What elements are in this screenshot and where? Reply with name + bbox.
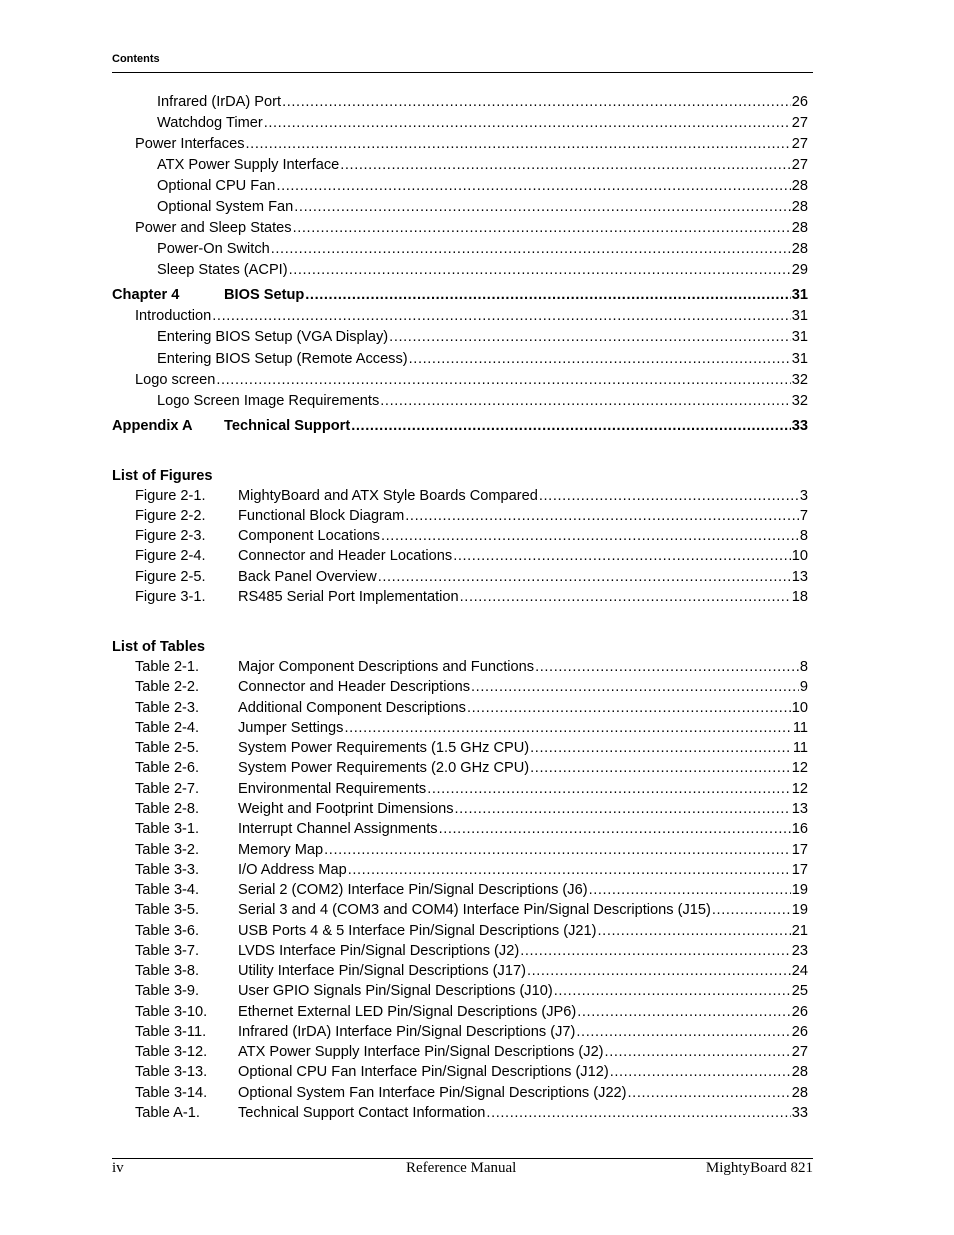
table-list-entry[interactable] bbox=[135, 1062, 808, 1082]
entry-label: Table 3-1. bbox=[135, 821, 200, 837]
dot-leader bbox=[535, 657, 799, 677]
dot-leader bbox=[264, 113, 791, 133]
entry-title: Optional System Fan bbox=[157, 199, 294, 215]
entry-title: Technical Support bbox=[224, 418, 351, 434]
figure-list-entry[interactable] bbox=[135, 587, 808, 607]
entry-label: Table 3-8. bbox=[135, 963, 200, 979]
dot-leader bbox=[305, 285, 790, 305]
toc-chapter-entry[interactable] bbox=[112, 416, 808, 436]
table-list-entry[interactable] bbox=[135, 880, 808, 900]
table-list-entry[interactable] bbox=[135, 677, 808, 697]
entry-label: Table 3-2. bbox=[135, 842, 200, 858]
entry-label: Table 3-12. bbox=[135, 1044, 208, 1060]
footer-page-number: iv bbox=[112, 1160, 124, 1176]
dot-leader bbox=[282, 92, 791, 112]
dot-leader bbox=[467, 698, 791, 718]
entry-label: Table 3-4. bbox=[135, 882, 200, 898]
table-list-entry[interactable] bbox=[135, 799, 808, 819]
entry-title: ATX Power Supply Interface Pin/Signal Descriptions (J2) bbox=[238, 1044, 604, 1060]
entry-title: Infrared (IrDA) Interface Pin/Signal Descriptions (J7) bbox=[238, 1024, 576, 1040]
dot-leader bbox=[216, 370, 790, 390]
entry-page-number: 8 bbox=[799, 528, 808, 544]
entry-page-number: 24 bbox=[791, 963, 808, 979]
table-list-entry[interactable] bbox=[135, 1002, 808, 1022]
entry-title: Utility Interface Pin/Signal Descriptions (J17) bbox=[238, 963, 526, 979]
entry-label: Table 3-14. bbox=[135, 1085, 208, 1101]
dot-leader bbox=[427, 779, 791, 799]
entry-title: Interrupt Channel Assignments bbox=[238, 821, 438, 837]
toc-section-entry[interactable] bbox=[157, 239, 808, 259]
dot-leader bbox=[589, 880, 791, 900]
entry-label: Figure 2-3. bbox=[135, 528, 206, 544]
entry-page-number: 13 bbox=[791, 569, 808, 585]
toc-section-entry[interactable] bbox=[157, 176, 808, 196]
entry-page-number: 27 bbox=[791, 157, 808, 173]
table-list-entry[interactable] bbox=[135, 819, 808, 839]
dot-leader bbox=[276, 176, 790, 196]
figure-list-entry[interactable] bbox=[135, 486, 808, 506]
table-list-entry[interactable] bbox=[135, 1022, 808, 1042]
dot-leader bbox=[605, 1042, 791, 1062]
footer-document-title: Reference Manual bbox=[406, 1160, 517, 1176]
entry-page-number: 19 bbox=[791, 902, 808, 918]
table-list-entry[interactable] bbox=[135, 718, 808, 738]
footer-product-name: MightyBoard 821 bbox=[705, 1160, 813, 1176]
entry-title: Sleep States (ACPI) bbox=[157, 262, 288, 278]
entry-page-number: 13 bbox=[791, 801, 808, 817]
entry-title: Jumper Settings bbox=[238, 720, 344, 736]
entry-title: Component Locations bbox=[238, 528, 380, 544]
table-list-entry[interactable] bbox=[135, 840, 808, 860]
table-list-entry[interactable] bbox=[135, 921, 808, 941]
entry-page-number: 28 bbox=[791, 178, 808, 194]
table-list-entry[interactable] bbox=[135, 1083, 808, 1103]
entry-page-number: 28 bbox=[791, 1064, 808, 1080]
entry-label: Table 3-11. bbox=[135, 1024, 207, 1040]
entry-page-number: 18 bbox=[791, 589, 808, 605]
dot-leader bbox=[598, 921, 791, 941]
entry-title: Entering BIOS Setup (Remote Access) bbox=[157, 351, 408, 367]
dot-leader bbox=[712, 900, 791, 920]
dot-leader bbox=[294, 197, 790, 217]
toc-section-entry[interactable] bbox=[135, 134, 808, 154]
dot-leader bbox=[576, 1022, 790, 1042]
entry-label: Chapter 4 bbox=[112, 287, 180, 303]
entry-label: Table 2-8. bbox=[135, 801, 200, 817]
entry-page-number: 28 bbox=[791, 199, 808, 215]
dot-leader bbox=[271, 239, 791, 259]
table-list-entry[interactable] bbox=[135, 779, 808, 799]
figure-list-entry[interactable] bbox=[135, 506, 808, 526]
dot-leader bbox=[378, 567, 791, 587]
entry-page-number: 16 bbox=[791, 821, 808, 837]
entry-title: Infrared (IrDA) Port bbox=[157, 94, 282, 110]
entry-page-number: 31 bbox=[791, 351, 808, 367]
dot-leader bbox=[389, 327, 791, 347]
entry-page-number: 26 bbox=[791, 1004, 808, 1020]
figure-list-entry[interactable] bbox=[135, 546, 808, 566]
toc-section-entry[interactable] bbox=[157, 92, 808, 112]
entry-title: LVDS Interface Pin/Signal Descriptions (J2) bbox=[238, 943, 520, 959]
entry-label: Table 3-10. bbox=[135, 1004, 208, 1020]
table-list-entry[interactable] bbox=[135, 900, 808, 920]
entry-page-number: 28 bbox=[791, 241, 808, 257]
toc-section-entry[interactable] bbox=[157, 391, 808, 411]
dot-leader bbox=[455, 799, 791, 819]
entry-page-number: 12 bbox=[791, 781, 808, 797]
entry-page-number: 9 bbox=[799, 679, 808, 695]
toc-section-entry[interactable] bbox=[157, 327, 808, 347]
entry-label: Table 3-13. bbox=[135, 1064, 208, 1080]
entry-page-number: 33 bbox=[791, 418, 808, 434]
entry-title: Optional CPU Fan bbox=[157, 178, 276, 194]
entry-label: Figure 2-1. bbox=[135, 488, 206, 504]
entry-label: Table 2-7. bbox=[135, 781, 200, 797]
entry-title: Optional System Fan Interface Pin/Signal Descriptions (J22) bbox=[238, 1085, 627, 1101]
entry-label: Appendix A bbox=[112, 418, 193, 434]
entry-title: Ethernet External LED Pin/Signal Descriptions (JP6) bbox=[238, 1004, 577, 1020]
entry-title: BIOS Setup bbox=[224, 287, 305, 303]
entry-page-number: 7 bbox=[799, 508, 808, 524]
entry-page-number: 32 bbox=[791, 372, 808, 388]
table-list-entry[interactable] bbox=[135, 961, 808, 981]
dot-leader bbox=[289, 260, 791, 280]
entry-page-number: 27 bbox=[791, 1044, 808, 1060]
table-list-entry[interactable] bbox=[135, 758, 808, 778]
entry-label: Table 2-5. bbox=[135, 740, 200, 756]
entry-title: Back Panel Overview bbox=[238, 569, 377, 585]
dot-leader bbox=[471, 677, 799, 697]
entry-page-number: 26 bbox=[791, 94, 808, 110]
entry-title: Connector and Header Locations bbox=[238, 548, 453, 564]
entry-title: Environmental Requirements bbox=[238, 781, 427, 797]
entry-page-number: 28 bbox=[791, 220, 808, 236]
entry-label: Table 2-3. bbox=[135, 700, 200, 716]
entry-label: Table 3-6. bbox=[135, 923, 200, 939]
entry-title: Entering BIOS Setup (VGA Display) bbox=[157, 329, 389, 345]
entry-title: Functional Block Diagram bbox=[238, 508, 405, 524]
entry-title: Logo screen bbox=[135, 372, 216, 388]
entry-title: Serial 2 (COM2) Interface Pin/Signal Descriptions (J6) bbox=[238, 882, 588, 898]
entry-title: Serial 3 and 4 (COM3 and COM4) Interface Pin/Signal Descriptions (J15) bbox=[238, 902, 711, 918]
toc-section-entry[interactable] bbox=[157, 113, 808, 133]
entry-title: System Power Requirements (2.0 GHz CPU) bbox=[238, 760, 530, 776]
entry-title: Memory Map bbox=[238, 842, 324, 858]
dot-leader bbox=[405, 506, 799, 526]
toc-section-entry[interactable] bbox=[157, 197, 808, 217]
entry-page-number: 21 bbox=[791, 923, 808, 939]
entry-label: Table 3-3. bbox=[135, 862, 200, 878]
entry-title: USB Ports 4 & 5 Interface Pin/Signal Descriptions (J21) bbox=[238, 923, 597, 939]
entry-title: Logo Screen Image Requirements bbox=[157, 393, 380, 409]
list-of-figures-heading: List of Figures bbox=[112, 468, 213, 484]
entry-page-number: 28 bbox=[791, 1085, 808, 1101]
entry-title: I/O Address Map bbox=[238, 862, 347, 878]
figure-list-entry[interactable] bbox=[135, 526, 808, 546]
entry-label: Figure 2-4. bbox=[135, 548, 206, 564]
entry-page-number: 31 bbox=[791, 308, 808, 324]
dot-leader bbox=[520, 941, 791, 961]
entry-label: Table 2-2. bbox=[135, 679, 200, 695]
table-list-entry[interactable] bbox=[135, 981, 808, 1001]
entry-page-number: 23 bbox=[791, 943, 808, 959]
dot-leader bbox=[351, 416, 791, 436]
entry-label: Figure 2-5. bbox=[135, 569, 206, 585]
dot-leader bbox=[628, 1083, 791, 1103]
entry-title: User GPIO Signals Pin/Signal Descriptions (J10) bbox=[238, 983, 553, 999]
dot-leader bbox=[344, 718, 791, 738]
toc-section-entry[interactable] bbox=[135, 306, 808, 326]
dot-leader bbox=[453, 546, 791, 566]
toc-section-entry[interactable] bbox=[157, 155, 808, 175]
table-list-entry[interactable] bbox=[135, 738, 808, 758]
dot-leader bbox=[348, 860, 791, 880]
entry-label: Table 3-9. bbox=[135, 983, 200, 999]
entry-page-number: 17 bbox=[791, 842, 808, 858]
entry-page-number: 10 bbox=[791, 548, 808, 564]
entry-label: Table 2-6. bbox=[135, 760, 200, 776]
entry-label: Figure 2-2. bbox=[135, 508, 206, 524]
entry-label: Figure 3-1. bbox=[135, 589, 206, 605]
table-list-entry[interactable] bbox=[135, 941, 808, 961]
entry-page-number: 31 bbox=[791, 329, 808, 345]
entry-page-number: 12 bbox=[791, 760, 808, 776]
dot-leader bbox=[610, 1062, 791, 1082]
entry-label: Table 3-5. bbox=[135, 902, 200, 918]
entry-page-number: 29 bbox=[791, 262, 808, 278]
entry-page-number: 33 bbox=[791, 1105, 808, 1121]
entry-page-number: 11 bbox=[792, 720, 808, 736]
toc-section-entry[interactable] bbox=[157, 260, 808, 280]
list-of-tables-heading: List of Tables bbox=[112, 639, 205, 655]
entry-title: Technical Support Contact Information bbox=[238, 1105, 486, 1121]
dot-leader bbox=[246, 134, 791, 154]
table-list-entry[interactable] bbox=[135, 698, 808, 718]
dot-leader bbox=[212, 306, 791, 326]
entry-page-number: 26 bbox=[791, 1024, 808, 1040]
toc-section-entry[interactable] bbox=[135, 218, 808, 238]
dot-leader bbox=[539, 486, 799, 506]
dot-leader bbox=[340, 155, 791, 175]
running-header: Contents bbox=[112, 53, 160, 65]
entry-page-number: 27 bbox=[791, 136, 808, 152]
dot-leader bbox=[527, 961, 791, 981]
figure-list-entry[interactable] bbox=[135, 567, 808, 587]
dot-leader bbox=[439, 819, 791, 839]
entry-label: Table 2-1. bbox=[135, 659, 200, 675]
entry-title: Power and Sleep States bbox=[135, 220, 292, 236]
entry-title: Connector and Header Descriptions bbox=[238, 679, 471, 695]
entry-page-number: 17 bbox=[791, 862, 808, 878]
dot-leader bbox=[324, 840, 791, 860]
entry-page-number: 31 bbox=[791, 287, 808, 303]
toc-section-entry[interactable] bbox=[157, 349, 808, 369]
entry-page-number: 19 bbox=[791, 882, 808, 898]
dot-leader bbox=[577, 1002, 791, 1022]
entry-title: Optional CPU Fan Interface Pin/Signal Descriptions (J12) bbox=[238, 1064, 609, 1080]
entry-title: Introduction bbox=[135, 308, 212, 324]
entry-page-number: 27 bbox=[791, 115, 808, 131]
dot-leader bbox=[409, 349, 791, 369]
entry-label: Table 3-7. bbox=[135, 943, 200, 959]
entry-title: Power-On Switch bbox=[157, 241, 270, 257]
toc-chapter-entry[interactable] bbox=[112, 285, 808, 305]
entry-title: Major Component Descriptions and Functions bbox=[238, 659, 535, 675]
dot-leader bbox=[380, 391, 790, 411]
entry-title: Additional Component Descriptions bbox=[238, 700, 466, 716]
entry-label: Table A-1. bbox=[135, 1105, 200, 1121]
table-list-entry[interactable] bbox=[135, 1042, 808, 1062]
entry-title: ATX Power Supply Interface bbox=[157, 157, 340, 173]
dot-leader bbox=[530, 758, 791, 778]
entry-page-number: 8 bbox=[799, 659, 808, 675]
entry-label: Table 2-4. bbox=[135, 720, 200, 736]
entry-page-number: 11 bbox=[792, 740, 808, 756]
entry-title: Watchdog Timer bbox=[157, 115, 263, 131]
entry-page-number: 25 bbox=[791, 983, 808, 999]
entry-title: MightyBoard and ATX Style Boards Compared bbox=[238, 488, 538, 504]
dot-leader bbox=[486, 1103, 790, 1123]
entry-title: Weight and Footprint Dimensions bbox=[238, 801, 454, 817]
table-list-entry[interactable] bbox=[135, 860, 808, 880]
entry-page-number: 3 bbox=[799, 488, 808, 504]
entry-page-number: 32 bbox=[791, 393, 808, 409]
entry-title: System Power Requirements (1.5 GHz CPU) bbox=[238, 740, 530, 756]
dot-leader bbox=[381, 526, 799, 546]
entry-title: Power Interfaces bbox=[135, 136, 245, 152]
dot-leader bbox=[293, 218, 791, 238]
table-list-entry[interactable] bbox=[135, 657, 808, 677]
toc-section-entry[interactable] bbox=[135, 370, 808, 390]
entry-page-number: 10 bbox=[791, 700, 808, 716]
entry-title: RS485 Serial Port Implementation bbox=[238, 589, 459, 605]
dot-leader bbox=[530, 738, 792, 758]
table-list-entry[interactable] bbox=[135, 1103, 808, 1123]
dot-leader bbox=[554, 981, 791, 1001]
dot-leader bbox=[460, 587, 791, 607]
